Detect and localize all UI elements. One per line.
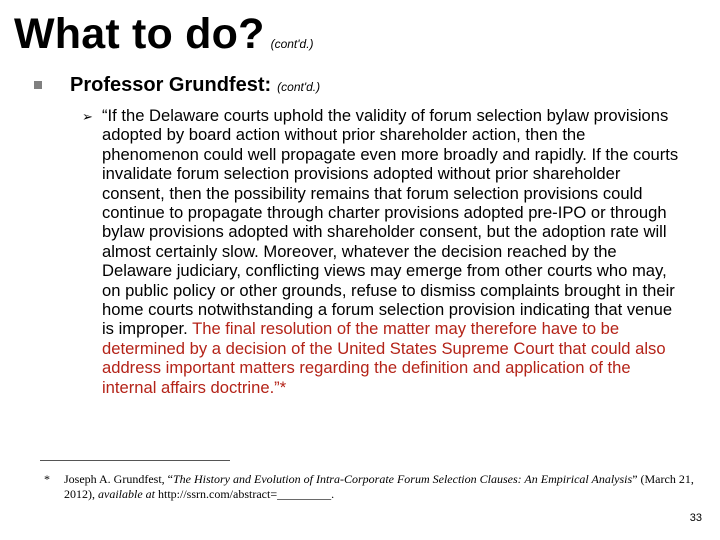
square-bullet-icon (34, 81, 42, 89)
footnote-marker: * (44, 472, 50, 486)
footnote-url: http://ssrn.com/abstract=_________. (155, 487, 335, 501)
quote-text (102, 106, 680, 397)
footnote-divider (40, 460, 230, 461)
title-contd: (cont'd.) (270, 37, 314, 51)
quote-part-black: “If the Delaware courts uphold the validity of forum selection bylaw provisions adopted by board action without prior shareholder action, then the phenomenon could well propagate even more broadly and rapidly. If the courts invalidate forum selection provisions adopted without prior shareholder consent, then the possibility remains that forum selection provisions could continue to propagate through charter provisions adopted pre-IPO or through bylaw provisions adopted with shareholder consent, but the adoption rate will almost certainly slow. Moreover, whatever the decision reached by the Delaware judiciary, conflicting views may emerge from other courts who may, on public policy or other grounds, refuse to dismiss complaints brought in their home courts notwithstanding a forum selection provision indicating that venue is improper. (102, 106, 679, 339)
bullet-professor (34, 74, 320, 97)
title-text: What to do? (14, 10, 265, 58)
footnote-work-title: The History and Evolution of Intra-Corporate Forum Selection Clauses: An Empirical Analysis (172, 472, 633, 486)
arrow-bullet-icon: ➢ (82, 109, 93, 124)
footnote-body (64, 472, 708, 502)
bullet-heading-contd: (cont'd.) (277, 80, 321, 94)
footnote-date: ” (March 21, 2012), (64, 472, 694, 501)
bullet-heading: Professor Grundfest: (70, 74, 272, 96)
page-number: 33 (689, 512, 702, 524)
footnote-author: Joseph A. Grundfest, “ (64, 472, 173, 486)
slide-title (14, 10, 314, 59)
footnote (44, 472, 708, 502)
footnote-available-at: available at (98, 487, 155, 501)
quote-part-red: The final resolution of the matter may therefore have to be determined by a decision of the United States Supreme Court that could also address important matters regarding the definition and application of the internal affairs doctrine.”* (102, 319, 666, 397)
sub-bullet-quote (82, 106, 682, 397)
